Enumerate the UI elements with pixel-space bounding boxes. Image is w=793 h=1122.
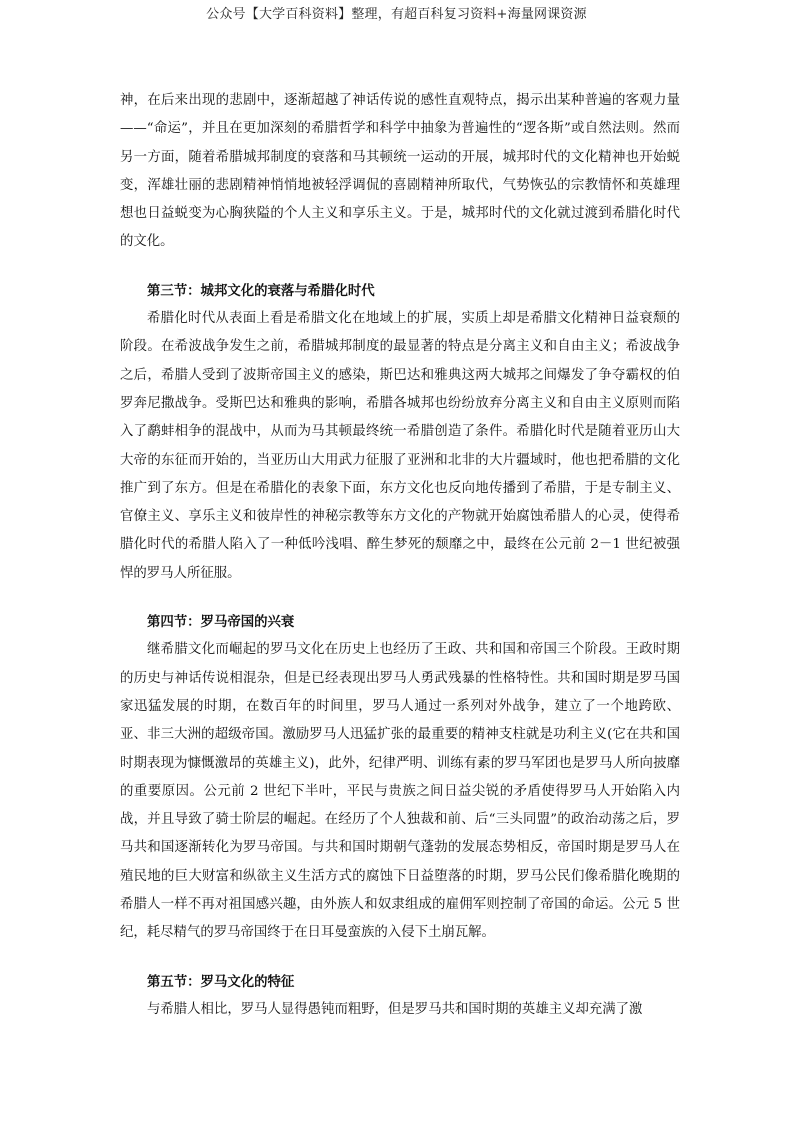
page-header: 公众号【大学百科资料】整理，有超百科复习资料+海量网课资源 bbox=[206, 7, 587, 22]
section-4-body: 继希腊文化而崛起的罗马文化在历史上也经历了王政、共和国和帝国三个阶段。王政时期的历史与神话传说相混杂，但是已经表现出罗马人勇武残暴的性格特性。共和国时期是罗马国家迅猛发展的时期，在数百年的时间里，罗马人通过一系列对外战争，建立了一个地跨欧、亚、非三大洲的超级帝国。激励罗马人迅猛扩张的最重要的精神支柱就是功利主义(它在共和国时期表现为慷慨激昂的英雄主义)，此外，纪律严明、训练有素的罗马军团也是罗马人所向披靡的重要原因。公元前 2 世纪下半叶，平民与贵族之间日益尖锐的矛盾使得罗马人开始陷入内战，并且导致了骑士阶层的崛起。在经历了个人独裁和前、后“三头同盟”的政治动荡之后，罗马共和国逐渐转化为罗马帝国。与共和国时期朝气蓬勃的发展态势相反，帝国时期是罗马人在殖民地的巨大财富和纵欲主义生活方式的腐蚀下日益堕落的时期，罗马公民们像希腊化晚期的希腊人一样不再对祖国感兴趣，由外族人和奴隶组成的雇佣军则控制了帝国的命运。公元 5 世纪，耗尽精气的罗马帝国终于在日耳曼蛮族的入侵下土崩瓦解。 bbox=[120, 642, 680, 941]
section-3-body: 希腊化时代从表面上看是希腊文化在地域上的扩展，实质上却是希腊文化精神日益衰颓的阶段。在希波战争发生之前，希腊城邦制度的最显著的特点是分离主义和自由主义；希波战争之后，希腊人受到了波斯帝国主义的感染，斯巴达和雅典这两大城邦之间爆发了争夺霸权的伯罗奔尼撒战争。受斯巴达和雅典的影响，希腊各城邦也纷纷放弃分离主义和自由主义原则而陷入了鹬蚌相争的混战中，从而为马其顿最终统一希腊创造了条件。希腊化时代是随着亚历山大大帝的东征而开始的，当亚历山大用武力征服了亚洲和北非的大片疆域时，他也把希腊的文化推广到了东方。但是在希腊化的表象下面，东方文化也反向地传播到了希腊，于是专制主义、官僚主义、享乐主义和彼岸性的神秘宗教等东方文化的产物就开始腐蚀希腊人的心灵，使得希腊化时代的希腊人陷入了一种低吟浅唱、醉生梦死的颓靡之中，最终在公元前 2－1 世纪被强悍的罗马人所征服。 bbox=[120, 311, 680, 581]
section-3-title: 第三节：城邦文化的衰落与希腊化时代 bbox=[147, 282, 375, 299]
section-5-body: 与希腊人相比，罗马人显得愚钝而粗野，但是罗马共和国时期的英雄主义却充满了激 bbox=[147, 1001, 643, 1017]
section-5-title: 第五节：罗马文化的特征 bbox=[147, 973, 295, 990]
document-body bbox=[120, 87, 680, 1024]
section-4-title: 第四节：罗马帝国的兴衰 bbox=[147, 614, 295, 631]
intro-paragraph: 神，在后来出现的悲剧中，逐渐超越了神话传说的感性直观特点，揭示出某种普遍的客观力量——“命运”，并且在更加深刻的希腊哲学和科学中抽象为普遍性的“逻各斯”或自然法则。然而另一方面，随着希腊城邦制度的衰落和马其顿统一运动的开展，城邦时代的文化精神也开始蜕变，浑雄壮丽的悲剧精神悄悄地被轻浮调侃的喜剧精神所取代，气势恢弘的宗教情怀和英雄理想也日益蜕变为心胸狭隘的个人主义和享乐主义。于是，城邦时代的文化就过渡到希腊化时代的文化。 bbox=[120, 93, 680, 250]
